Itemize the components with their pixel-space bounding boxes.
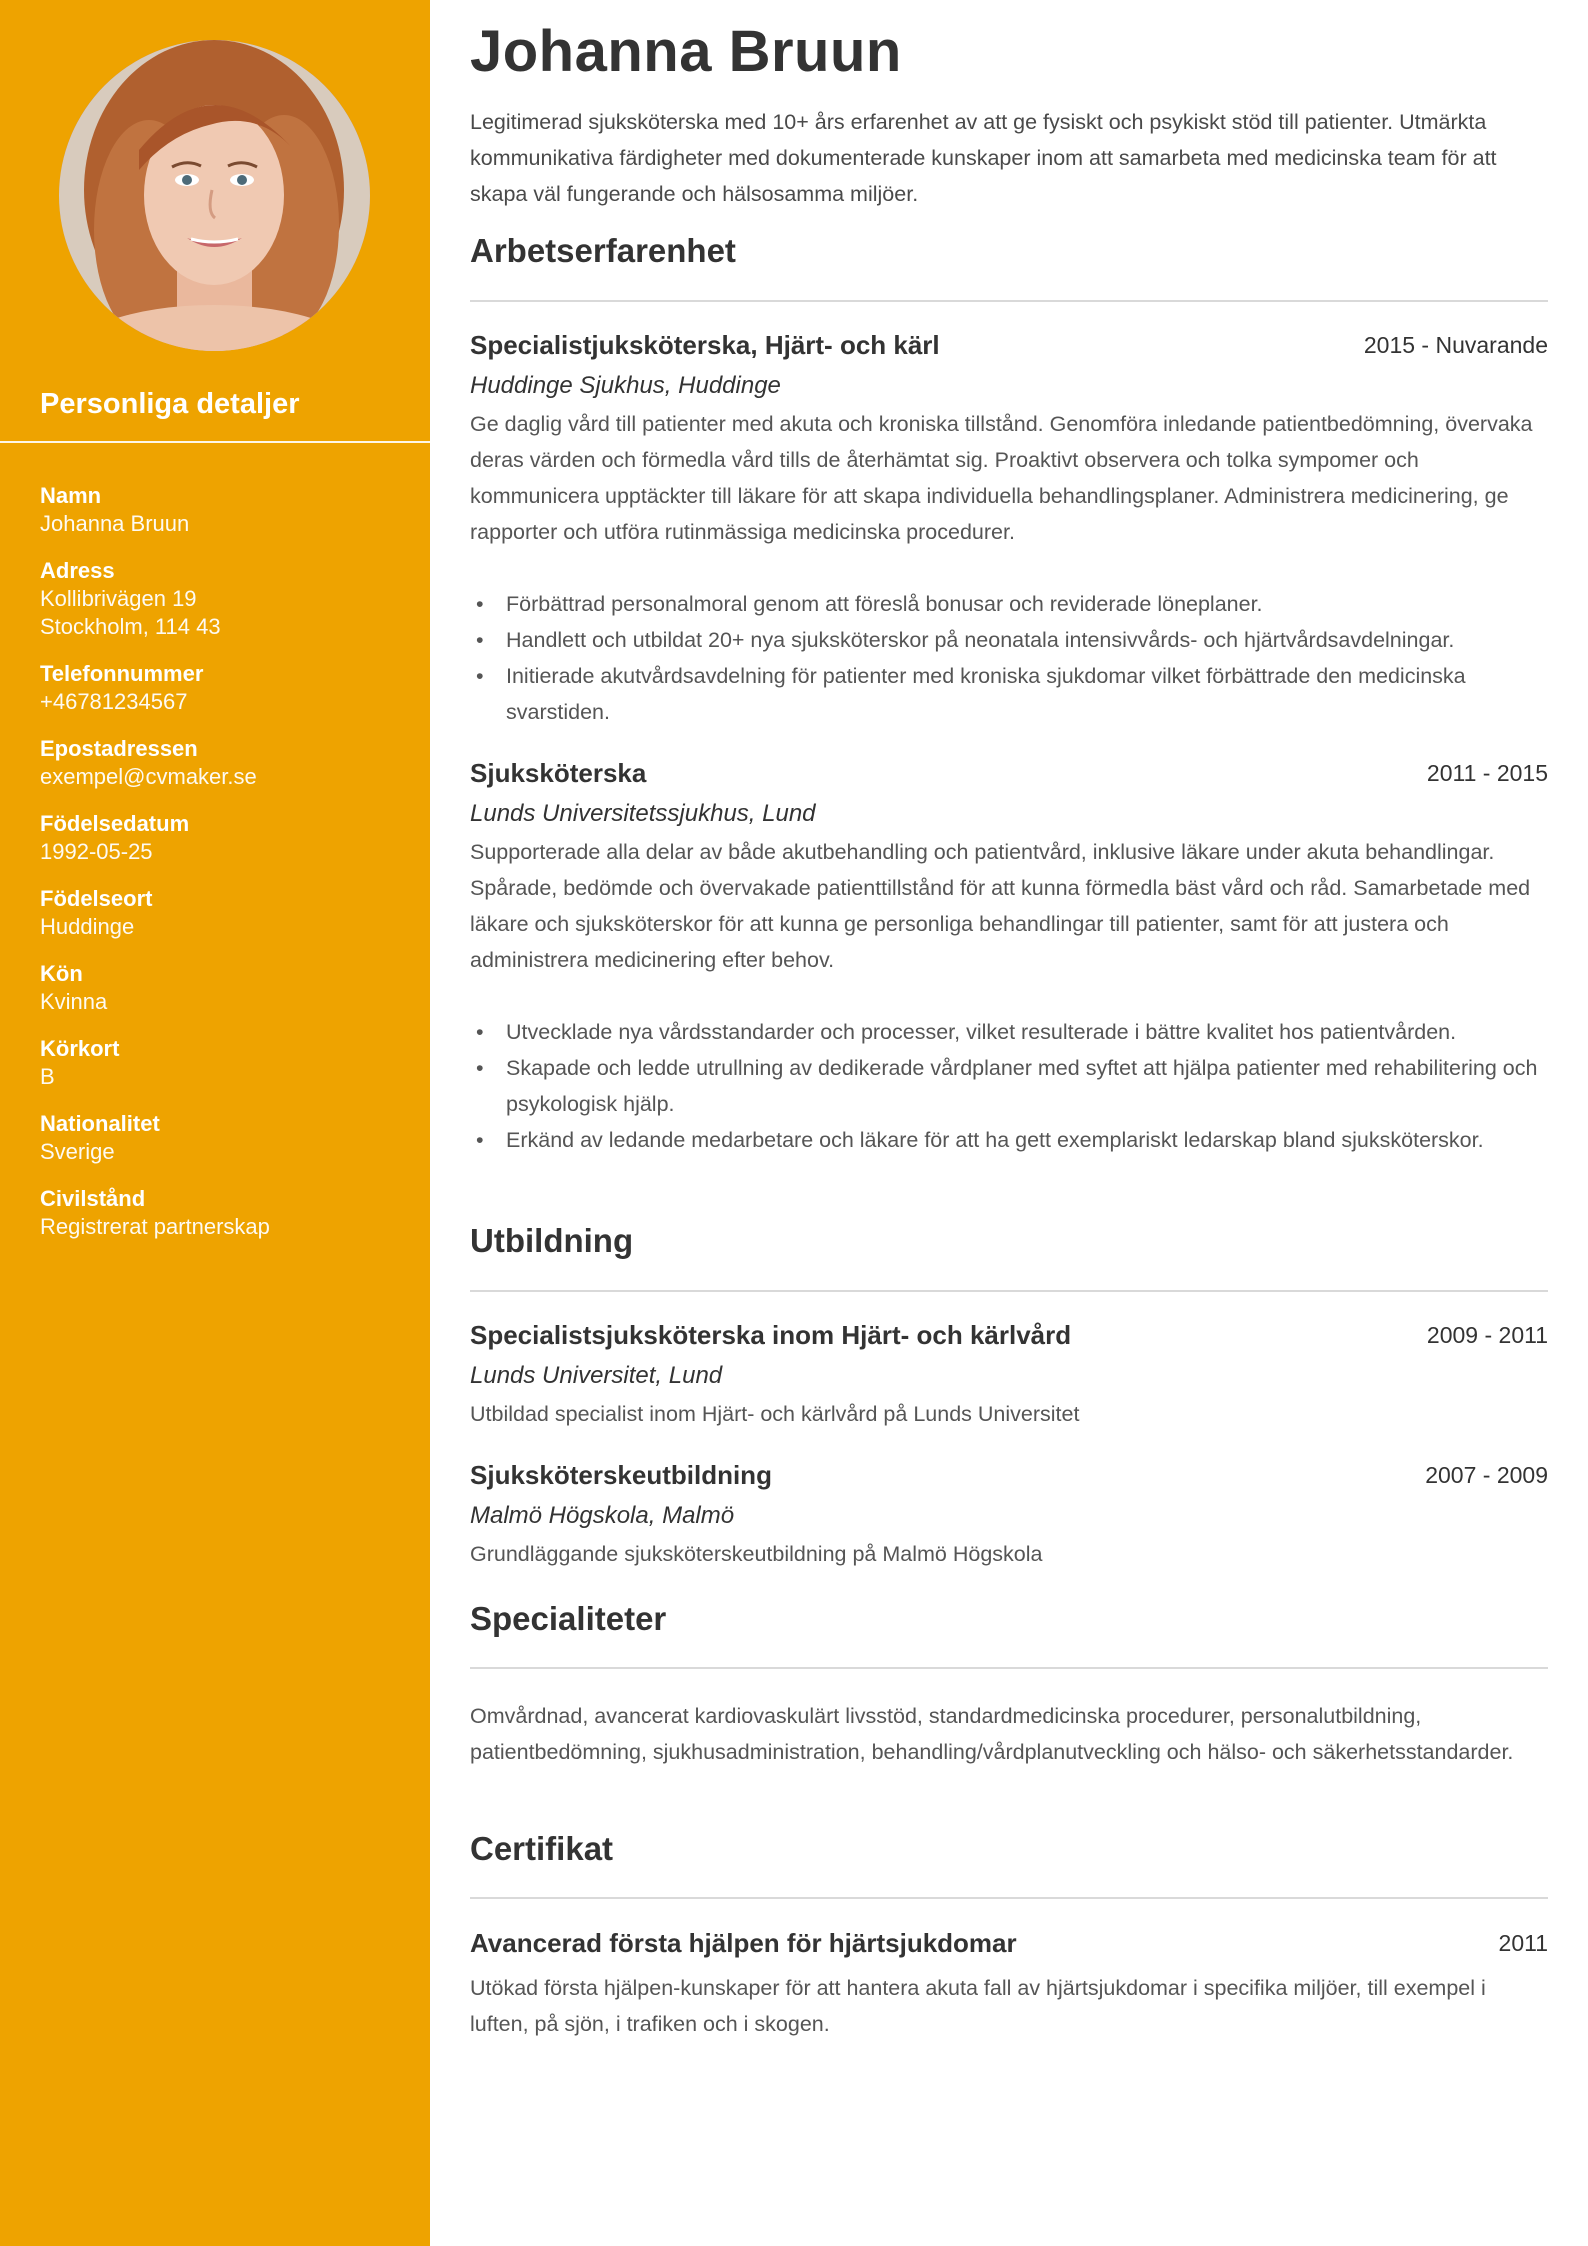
entry-title: Sjuksköterska bbox=[470, 758, 647, 788]
experience-entry bbox=[470, 758, 1548, 1158]
certificates-divider bbox=[470, 1897, 1548, 1899]
sidebar-divider bbox=[0, 441, 430, 443]
entry-date: 2015 - Nuvarande bbox=[1363, 332, 1548, 358]
detail-birthplace bbox=[40, 885, 410, 941]
experience-divider bbox=[470, 300, 1548, 302]
detail-label: Födelseort bbox=[40, 886, 153, 911]
certificate-entry bbox=[470, 1928, 1548, 2042]
entry-achievements bbox=[470, 586, 1548, 730]
detail-email bbox=[40, 735, 410, 791]
detail-value: exempel@cvmaker.se bbox=[40, 764, 257, 789]
detail-label: Adress bbox=[40, 558, 115, 583]
entry-title: Sjuksköterskeutbildning bbox=[470, 1460, 772, 1490]
specialties-text: Omvårdnad, avancerat kardiovaskulärt livsstöd, standardmedicinska procedurer, personalutbildning, patientbedömning, sjukhusadministration, behandling/vårdplanutveckling och hälso- och säkerhetsstandarder. bbox=[470, 1704, 1514, 1764]
detail-license bbox=[40, 1035, 410, 1091]
list-item: • Initierade akutvårdsavdelning för patienter med kroniska sjukdomar vilket förbättrade den medicinska svarstiden. bbox=[470, 658, 1548, 730]
personal-details-list bbox=[40, 482, 410, 1260]
detail-value-line2: Stockholm, 114 43 bbox=[40, 614, 221, 639]
detail-value: Sverige bbox=[40, 1139, 115, 1164]
entry-date: 2011 - 2015 bbox=[1426, 760, 1548, 786]
entry-title: Specialistsjuksköterska inom Hjärt- och kärlvård bbox=[470, 1320, 1072, 1350]
entry-title: Specialistjuksköterska, Hjärt- och kärl bbox=[470, 330, 940, 360]
list-item: • Förbättrad personalmoral genom att föreslå bonusar och reviderade löneplaner. bbox=[470, 586, 1548, 622]
detail-gender bbox=[40, 960, 410, 1016]
entry-date: 2011 bbox=[1498, 1930, 1548, 1956]
entry-place: Lunds Universitetssjukhus, Lund bbox=[470, 800, 816, 827]
sidebar bbox=[0, 0, 430, 2246]
specialties-heading: Specialiteter bbox=[470, 1600, 667, 1637]
specialties-divider bbox=[470, 1667, 1548, 1669]
detail-label: Telefonnummer bbox=[40, 661, 204, 686]
entry-place: Huddinge Sjukhus, Huddinge bbox=[470, 372, 781, 399]
detail-value: Registrerat partnerskap bbox=[40, 1214, 270, 1239]
profile-summary: Legitimerad sjuksköterska med 10+ års erfarenhet av att ge fysiskt och psykiskt stöd till patienter. Utmärkta kommunikativa färdigheter med dokumenterade kunskaper inom att samarbeta med medicinska team för att skapa väl fungerande och hälsosamma miljöer. bbox=[470, 110, 1497, 206]
detail-nationality bbox=[40, 1110, 410, 1166]
detail-name bbox=[40, 482, 410, 538]
education-divider bbox=[470, 1290, 1548, 1292]
entry-date: 2009 - 2011 bbox=[1426, 1322, 1548, 1348]
profile-photo bbox=[59, 40, 370, 351]
experience-heading: Arbetserfarenhet bbox=[470, 232, 736, 269]
detail-label: Körkort bbox=[40, 1036, 120, 1061]
education-entry bbox=[470, 1320, 1548, 1432]
entry-achievements bbox=[470, 1014, 1548, 1158]
entry-description: Supporterade alla delar av både akutbehandling och patientvård, inklusive läkare under akuta behandlingar. Spårade, bedömde och övervakade patienttillstånd för att kunna förmedla bäst vård och råd. Samarbetade med läkare och sjuksköterskor för att kunna ge personliga behandlingar till patienter, samt för att justera och administrera medicinering efter behov. bbox=[470, 840, 1531, 972]
detail-label: Namn bbox=[40, 483, 102, 508]
entry-title: Avancerad första hjälpen för hjärtsjukdomar bbox=[470, 1928, 1017, 1958]
detail-label: Kön bbox=[40, 961, 83, 986]
entry-description: Utbildad specialist inom Hjärt- och kärlvård på Lunds Universitet bbox=[470, 1402, 1080, 1426]
detail-value: 1992-05-25 bbox=[40, 839, 153, 864]
detail-birthdate bbox=[40, 810, 410, 866]
detail-civil-status bbox=[40, 1185, 410, 1241]
detail-value: Kvinna bbox=[40, 989, 108, 1014]
candidate-name: Johanna Bruun bbox=[470, 19, 902, 84]
detail-value: +46781234567 bbox=[40, 689, 188, 714]
detail-label: Födelsedatum bbox=[40, 811, 190, 836]
entry-description: Utökad första hjälpen-kunskaper för att hantera akuta fall av hjärtsjukdomar i specifika miljöer, till exempel i luften, på sjön, i trafiken och i skogen. bbox=[470, 1976, 1486, 2036]
detail-value: B bbox=[40, 1064, 55, 1089]
entry-place: Lunds Universitet, Lund bbox=[470, 1362, 723, 1389]
detail-label: Nationalitet bbox=[40, 1111, 160, 1136]
detail-address bbox=[40, 557, 410, 641]
list-item: • Skapade och ledde utrullning av dedikerade vårdplaner med syftet att hjälpa patienter med rehabilitering och psykologisk hjälp. bbox=[470, 1050, 1548, 1122]
entry-description: Grundläggande sjuksköterskeutbildning på Malmö Högskola bbox=[470, 1542, 1043, 1566]
detail-label: Epostadressen bbox=[40, 736, 198, 761]
list-item: • Handlett och utbildat 20+ nya sjuksköterskor på neonatala intensivvårds- och hjärtvårdsavdelningar. bbox=[470, 622, 1548, 658]
list-item: • Utvecklade nya vårdsstandarder och processer, vilket resulterade i bättre kvalitet hos patientvården. bbox=[470, 1014, 1548, 1050]
personal-details-title: Personliga detaljer bbox=[40, 388, 300, 420]
detail-value: Johanna Bruun bbox=[40, 511, 190, 536]
education-entry bbox=[470, 1460, 1548, 1572]
entry-place: Malmö Högskola, Malmö bbox=[470, 1502, 735, 1529]
list-item: • Erkänd av ledande medarbetare och läkare för att ha gett exemplariskt ledarskap bland sjuksköterskor. bbox=[470, 1122, 1548, 1158]
entry-date: 2007 - 2009 bbox=[1425, 1462, 1548, 1488]
detail-value: Huddinge bbox=[40, 914, 135, 939]
detail-label: Civilstånd bbox=[40, 1186, 146, 1211]
profile-photo-image bbox=[59, 40, 370, 351]
certificates-heading: Certifikat bbox=[470, 1830, 614, 1867]
detail-phone bbox=[40, 660, 410, 716]
education-heading: Utbildning bbox=[470, 1222, 634, 1259]
experience-entry bbox=[470, 330, 1548, 730]
detail-value: Kollibrivägen 19 bbox=[40, 586, 197, 611]
entry-description: Ge daglig vård till patienter med akuta och kroniska tillstånd. Genomföra inledande patientbedömning, övervaka deras värden och förmedla vård tills de återhämtat sig. Proaktivt observera och tolka sympomer och kommunicera upptäckter till läkare för att skapa individuella behandlingsplaner. Administrera medicinering, ge rapporter och utföra rutinmässiga medicinska procedurer. bbox=[470, 412, 1533, 544]
